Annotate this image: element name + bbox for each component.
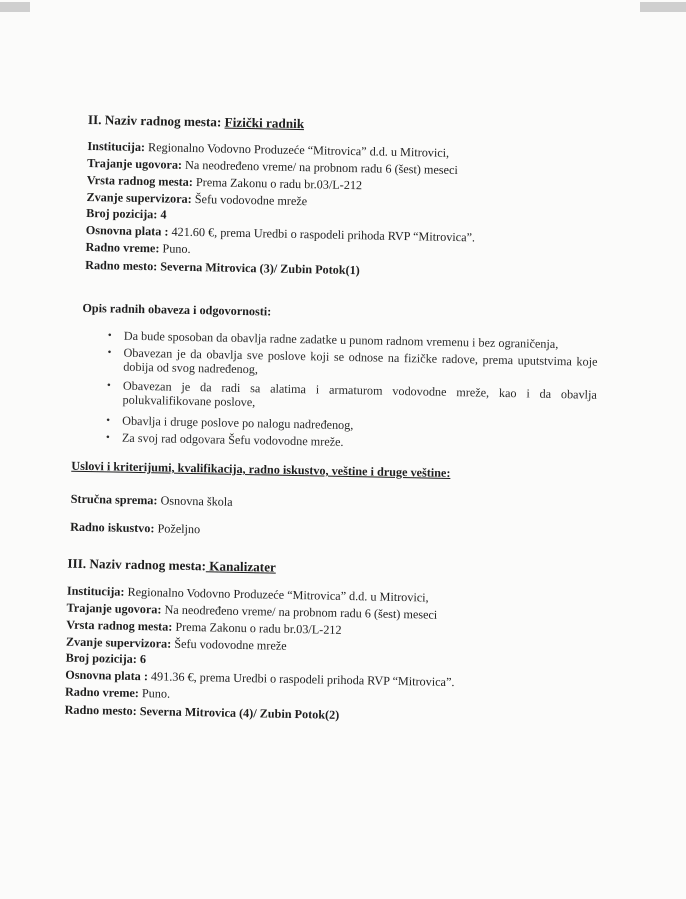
institution-value: Regionalno Vodovno Produzeće “Mitrovica” d.d. u Mitrovici,: [144, 140, 450, 160]
conditions-heading: Uslovi i kriterijumi, kvalifikacija, radno iskustvo, veštine i druge veštine:: [71, 458, 451, 480]
type-label: Vrsta radnog mesta:: [86, 172, 194, 189]
section-2-hours: [85, 240, 190, 257]
bullet-icon: •: [106, 414, 111, 427]
duty-item-text: Obavezan je da radi sa alatima i armaturom vodovodne mreže, kao i da obavlja polukvalifikovane poslove,: [122, 378, 597, 410]
section-2-positions: Broj pozicija: 4: [86, 205, 167, 222]
hours-label: Radno vreme:: [85, 239, 160, 256]
supervisor-value: Šefu vodovodne mreže: [171, 636, 287, 653]
duty-item-text: Da bude sposoban da obavlja radne zadatke u punom radnom vremenu i bez ograničenja,: [123, 328, 559, 352]
salary-label: Osnovna plata :: [65, 667, 149, 684]
duty-item-text: Obavlja i druge poslove po nalogu nadređenog,: [122, 413, 354, 433]
hours-value: Puno.: [159, 241, 191, 256]
institution-label: Institucija:: [66, 583, 125, 599]
duration-label: Trajanje ugovora:: [66, 600, 162, 617]
supervisor-label: Zvanje supervizora:: [65, 634, 172, 651]
section-2-heading: [88, 112, 304, 131]
duty-item-text: Za svoj rad odgovara Šefu vodovodne mreže.: [121, 430, 344, 449]
duration-value: Na neodređeno vreme/ na probnom radu 6 (šest) meseci: [181, 157, 458, 178]
section-3-hours: [65, 685, 170, 702]
supervisor-value: Šefu vodovodne mreže: [191, 191, 308, 209]
section-3-positions: Broj pozicija: 6: [65, 650, 147, 667]
salary-value: 421.60 €, prema Uredbi o raspodeli prihoda RVP “Mitrovica”.: [168, 224, 476, 245]
type-label: Vrsta radnog mesta:: [66, 617, 173, 634]
education-row: [71, 492, 233, 510]
education-value: Osnovna škola: [157, 493, 233, 509]
bullet-icon: •: [105, 431, 110, 444]
salary-value: 491.36 €, prema Uredbi o raspodeli prihoda RVP “Mitrovica”.: [147, 669, 455, 690]
type-value: Prema Zakonu o radu br.03/L-212: [192, 174, 363, 193]
duration-label: Trajanje ugovora:: [87, 155, 183, 172]
section-2-heading-label: II. Naziv radnog mesta:: [87, 111, 225, 130]
duty-item-text: Obavezan je da obavlja sve poslove koji se odnose na fizičke radove, prema uputstvima koje dobija od svog nadređenog,: [123, 345, 598, 377]
bullet-icon: •: [106, 379, 111, 392]
institution-value: Regionalno Vodovno Produzeće “Mitrovica” d.d. u Mitrovici,: [124, 584, 429, 605]
duty-item: [106, 378, 597, 415]
duration-value: Na neodređeno vreme/ na probnom radu 6 (šest) meseci: [161, 602, 438, 622]
institution-label: Institucija:: [87, 138, 146, 155]
duties-heading: Opis radnih obaveza i odgovornosti:: [82, 300, 272, 319]
experience-row: [70, 520, 200, 537]
supervisor-label: Zvanje supervizora:: [86, 189, 192, 206]
bullet-icon: •: [107, 346, 112, 359]
section-3-place: Radno mesto: Severna Mitrovica (4)/ Zubin Potok(2): [64, 702, 340, 722]
type-value: Prema Zakonu o radu br.03/L-212: [172, 619, 342, 637]
experience-label: Radno iskustvo:: [70, 519, 155, 536]
duty-item: [109, 345, 597, 382]
section-2-place: Radno mesto: Severna Mitrovica (3)/ Zubin Potok(1): [85, 257, 360, 278]
section-2-job-title: Fizički radnik: [224, 114, 305, 132]
hours-value: Puno.: [138, 686, 171, 701]
education-label: Stručna sprema:: [70, 491, 158, 508]
section-3-job-title: Kanalizater: [205, 558, 277, 575]
section-3-heading: [67, 556, 276, 575]
salary-label: Osnovna plata :: [85, 222, 169, 239]
section-3-heading-label: III. Naziv radnog mesta:: [67, 555, 207, 574]
hours-label: Radno vreme:: [64, 684, 140, 701]
bullet-icon: •: [107, 329, 112, 342]
experience-value: Poželjno: [154, 521, 201, 537]
